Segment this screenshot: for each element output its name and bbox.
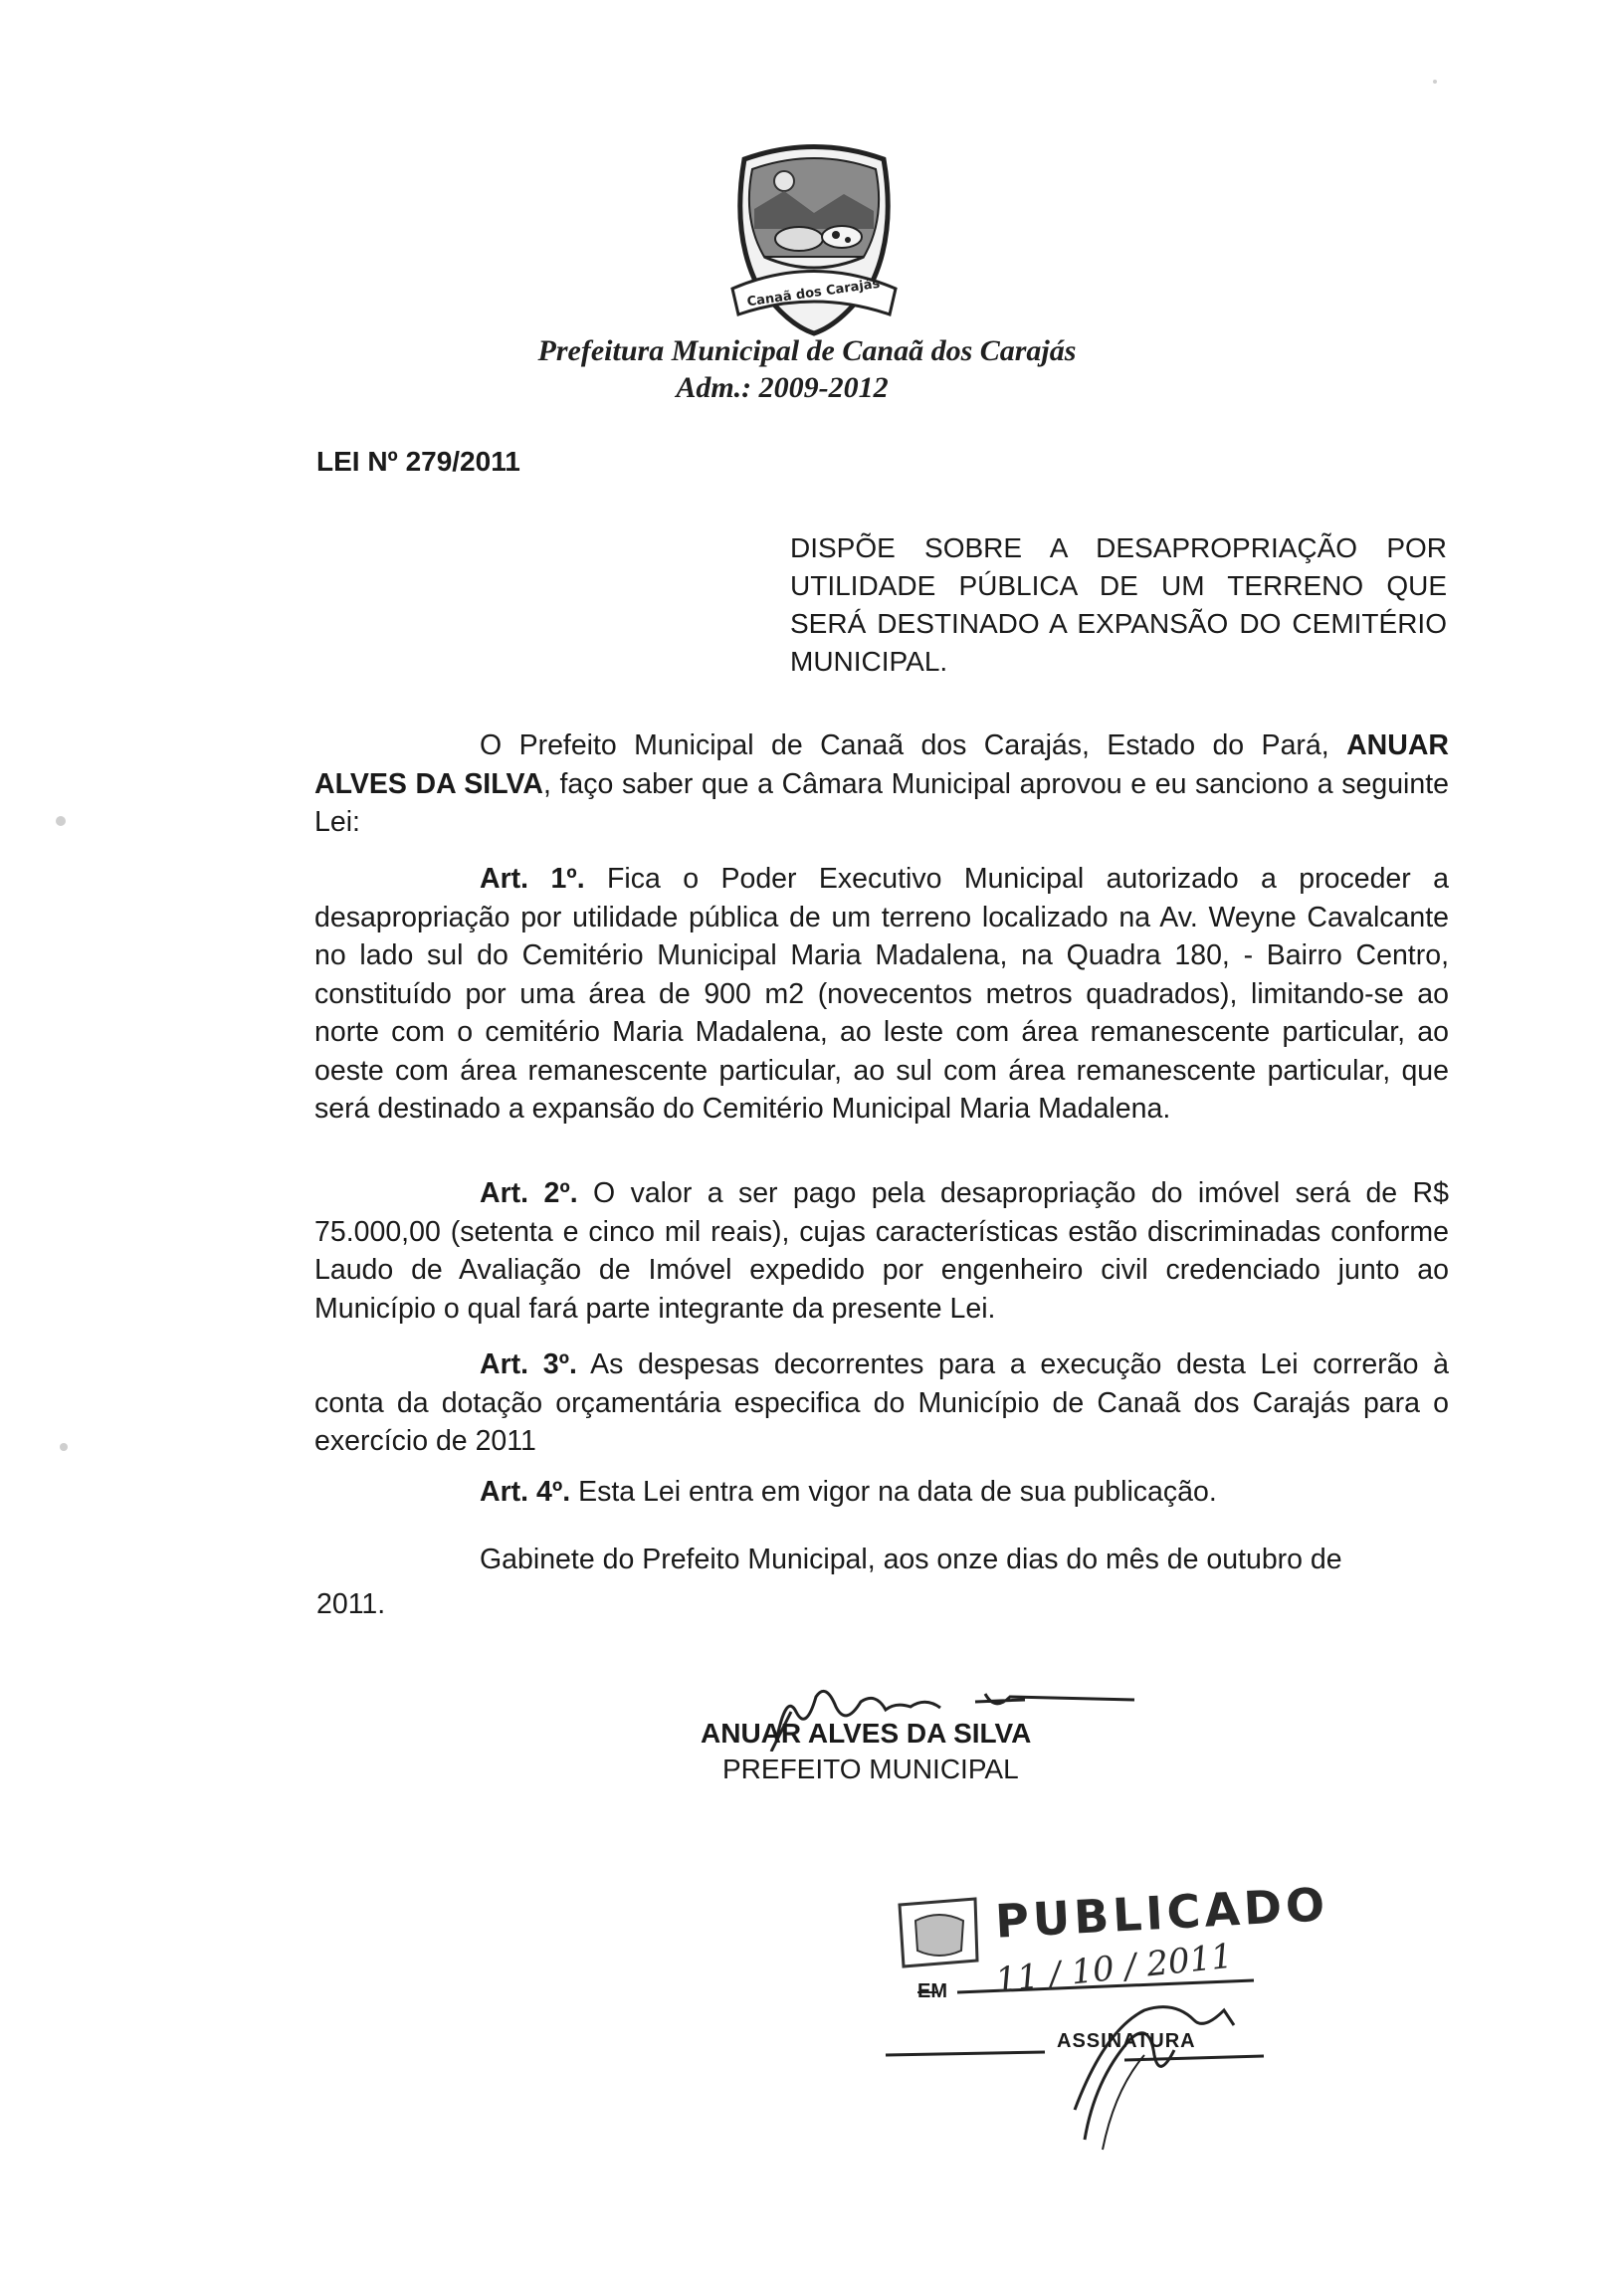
closing-year: 2011. [316,1588,386,1620]
intro-text-after: , faço saber que a Câmara Municipal aprovou e eu sanciono a seguinte Lei: [314,767,1449,838]
article-text: Fica o Poder Executivo Municipal autorizado a proceder a desapropriação por utilidade pública de um terreno localizado na Av. Weyne Cavalcante no lado sul do Cemitério Municipal Maria Madalena, na Quadra 180, - Bairro Centro, constituído por uma área de 900 m2 (novecentos metros quadrados), limitando-se ao norte com o cemitério Maria Madalena, ao leste com área remanescente particular, ao oeste com área remanescente particular, ao sul com área remanescente particular, que será destinado a expansão do Cemitério Municipal Maria Madalena. [314,863,1449,1125]
signatory-name: ANUAR ALVES DA SILVA [701,1718,1032,1749]
crest-ribbon-text: Canaã dos Carajás [745,276,882,310]
article-label: Art. 1º. [480,863,585,895]
article-text: Esta Lei entra em vigor na data de sua publicação. [570,1476,1217,1508]
law-number: LEI Nº 279/2011 [316,446,520,477]
stamp-signature-label: ASSINATURA [1057,2030,1196,2052]
article-label: Art. 3º. [480,1348,577,1380]
scan-speck [56,816,66,826]
law-summary: DISPÕE SOBRE A DESAPROPRIAÇÃO POR UTILIDADE PÚBLICA DE UM TERRENO QUE SERÁ DESTINADO A EXPANSÃO DO CEMITÉRIO MUNICIPAL. [790,532,1447,677]
article-3 [314,1345,1449,1461]
signatory-title: PREFEITO MUNICIPAL [722,1754,1019,1784]
intro-paragraph [314,726,1449,842]
article-text: As despesas decorrentes para a execução desta Lei correrão à conta da dotação orçamentária especifica do Município de Canaã dos Carajás para o exercício de 2011 [314,1348,1449,1457]
stamp-published-label: PUBLICADO [993,1877,1330,1949]
article-2 [314,1174,1449,1328]
article-text: O valor a ser pago pela desapropriação do imóvel será de R$ 75.000,00 (setenta e cinco mil reais), cujas características estão discriminadas conforme Laudo de Avaliação de Imóvel expedido por engenheiro civil credenciado junto ao Município o qual fará parte integrante da presente Lei. [314,1177,1449,1325]
stamp-em-label: EM [917,1980,947,2002]
header-administration: Adm.: 2009-2012 [676,371,889,404]
mayor-name: ANUAR ALVES DA SILVA [314,729,1449,800]
closing-paragraph: Gabinete do Prefeito Municipal, aos onze dias do mês de outubro de [480,1544,1342,1575]
stamp-date: 11 / 10 / 2011 [993,1936,1235,2001]
article-1 [314,860,1449,1129]
article-4 [314,1473,1449,1512]
scan-speck [1433,80,1437,84]
intro-text-before: O Prefeito Municipal de Canaã dos Carajás, Estado do Pará, [480,729,1347,761]
header-prefeitura: Prefeitura Municipal de Canaã dos Carajás [537,334,1077,367]
article-label: Art. 4º. [480,1476,571,1508]
article-label: Art. 2º. [480,1177,578,1209]
scan-speck [60,1443,68,1451]
municipal-crest-icon [714,139,914,338]
